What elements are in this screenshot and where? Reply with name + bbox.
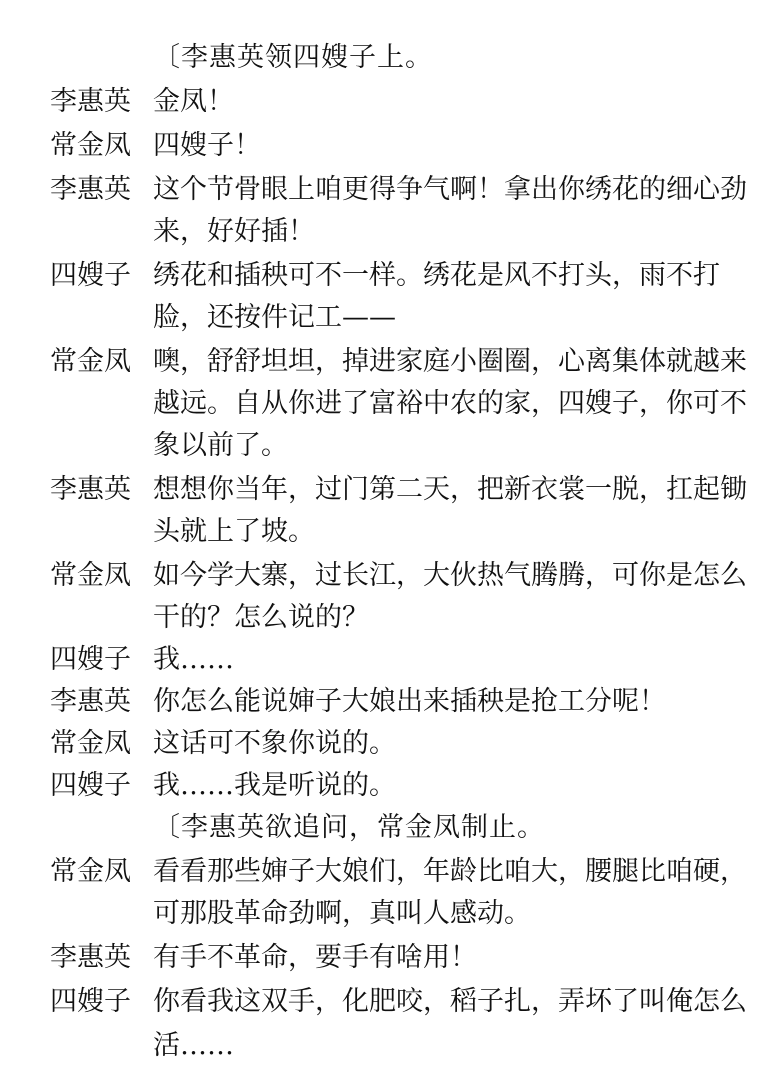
speaker-name: 四嫂子 [50,986,131,1017]
dialogue-text: 想想你当年，过门第二天，把新衣裳一脱，扛起锄 [153,474,747,505]
speaker-name: 李惠英 [50,174,131,205]
dialogue-text: 这个节骨眼上咱更得争气啊！拿出你绣花的细心劲 [153,174,747,205]
stage-direction-text: 〔李惠英领四嫂子上。 [153,42,433,73]
dialogue-text: 越远。自从你进了富裕中农的家，四嫂子，你可不 [153,388,747,419]
dialogue-text: 象以前了。 [153,430,288,461]
dialogue-line [0,170,772,210]
dialogue-line [0,682,772,722]
dialogue-line [0,126,772,166]
dialogue-text: 头就上了坡。 [153,516,315,547]
speaker-name: 李惠英 [50,474,131,505]
dialogue-continuation [0,212,772,252]
speaker-name: 李惠英 [50,686,131,717]
dialogue-text: 如今学大寨，过长江，大伙热气腾腾，可你是怎么 [153,560,747,591]
dialogue-line [0,982,772,1022]
dialogue-line [0,556,772,596]
dialogue-text: 脸，还按件记工—— [153,302,396,333]
dialogue-continuation [0,298,772,338]
speaker-name: 常金凤 [50,560,131,591]
dialogue-text: 你看我这双手，化肥咬，稻子扎，弄坏了叫俺怎么 [153,986,747,1017]
dialogue-line [0,256,772,296]
dialogue-text: 四嫂子！ [153,130,261,161]
dialogue-text: 金凤！ [153,86,234,117]
dialogue-continuation [0,894,772,934]
dialogue-line [0,470,772,510]
dialogue-line [0,766,772,806]
dialogue-text: 我…… [153,644,234,675]
dialogue-continuation [0,384,772,424]
dialogue-text: 干的？怎么说的？ [153,602,369,633]
speaker-name: 常金凤 [50,856,131,887]
dialogue-text: 我……我是听说的。 [153,770,396,801]
dialogue-continuation [0,598,772,638]
dialogue-text: 这话可不象你说的。 [153,728,396,759]
dialogue-line [0,852,772,892]
dialogue-continuation [0,512,772,552]
speaker-name: 四嫂子 [50,260,131,291]
dialogue-text: 噢，舒舒坦坦，掉进家庭小圈圈，心离集体就越来 [153,346,747,377]
stage-direction [0,38,772,78]
dialogue-line [0,640,772,680]
dialogue-text: 来，好好插！ [153,216,315,247]
speaker-name: 常金凤 [50,728,131,759]
dialogue-text: 绣花和插秧可不一样。绣花是风不打头，雨不打 [153,260,720,291]
dialogue-line [0,724,772,764]
dialogue-text: 你怎么能说婶子大娘出来插秧是抢工分呢！ [153,686,666,717]
dialogue-text: 有手不革命，要手有啥用！ [153,942,477,973]
speaker-name: 李惠英 [50,86,131,117]
stage-direction-text: 〔李惠英欲追问，常金凤制止。 [153,812,545,843]
stage-direction [0,808,772,848]
dialogue-text: 可那股革命劲啊，真叫人感动。 [153,898,531,929]
dialogue-continuation [0,426,772,466]
dialogue-line [0,82,772,122]
speaker-name: 四嫂子 [50,644,131,675]
speaker-name: 常金凤 [50,130,131,161]
dialogue-line [0,938,772,978]
dialogue-line [0,342,772,382]
speaker-name: 四嫂子 [50,770,131,801]
speaker-name: 常金凤 [50,346,131,377]
dialogue-text: 看看那些婶子大娘们，年龄比咱大，腰腿比咱硬， [153,856,747,887]
dialogue-text: 活…… [153,1030,234,1061]
speaker-name: 李惠英 [50,942,131,973]
cropped-dialogue-continuation [0,1030,772,1066]
